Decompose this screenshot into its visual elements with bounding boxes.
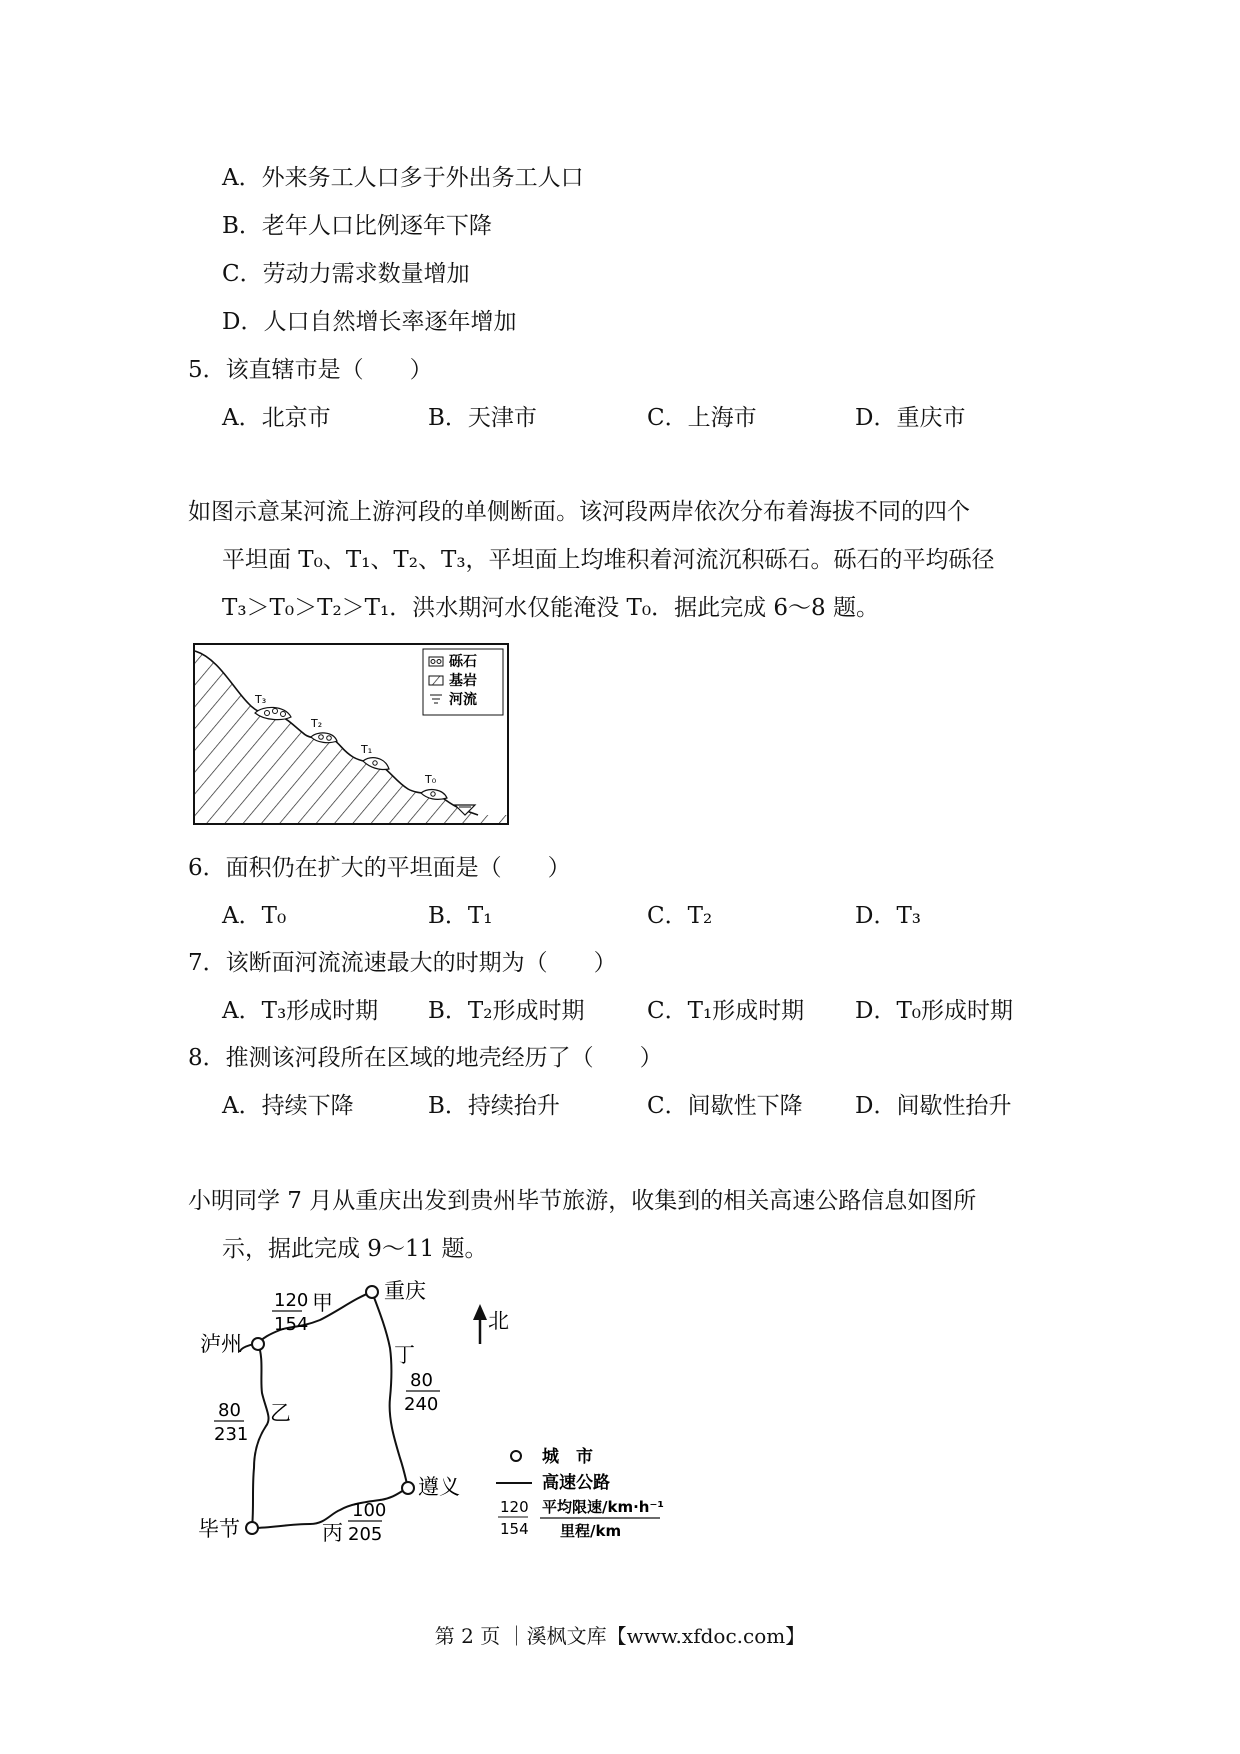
city-luzhou-marker	[252, 1338, 264, 1350]
q4-option-d: D．人口自然增长率逐年增加	[222, 309, 517, 335]
q6-option-a: A．T₀	[222, 903, 287, 929]
road-label-bing: 丙	[322, 1521, 343, 1545]
legend-gravel: 砾石	[449, 654, 477, 670]
road-jia-speed: 120	[274, 1290, 309, 1311]
north-arrow-icon	[473, 1304, 487, 1344]
legend-fraction-bottom: 154	[500, 1520, 529, 1538]
q5-option-a: A．北京市	[222, 405, 331, 431]
q6-option-c: C．T₂	[647, 903, 713, 929]
q8-option-d: D．间歇性抬升	[855, 1093, 1012, 1119]
q8-option-b: B．持续抬升	[428, 1093, 560, 1119]
legend-bedrock: 基岩	[449, 673, 477, 689]
figure1-legend	[423, 649, 503, 715]
road-ding-distance: 240	[404, 1394, 439, 1415]
legend-distance-label: 里程/km	[560, 1522, 622, 1540]
city-zunyi: 遵义	[418, 1475, 460, 1499]
q6-option-b: B．T₁	[428, 903, 493, 929]
passage3-line2: 示，据此完成 9～11 题。	[222, 1236, 488, 1262]
q5-option-d: D．重庆市	[855, 405, 966, 431]
q8-option-a: A．持续下降	[222, 1093, 354, 1119]
road-label-ding: 丁	[394, 1343, 415, 1367]
q7-option-d: D．T₀形成时期	[855, 998, 1014, 1024]
page-footer: 第 2 页 ｜溪枫文库【www.xfdoc.com】	[434, 1624, 806, 1648]
map-legend	[496, 1446, 664, 1540]
city-chongqing: 重庆	[384, 1279, 426, 1303]
passage2-line3: T₃＞T₀＞T₂＞T₁．洪水期河水仅能淹没 T₀．据此完成 6～8 题。	[222, 595, 880, 621]
q6-option-d: D．T₃	[855, 903, 922, 929]
road-ding	[372, 1292, 408, 1488]
q8-option-c: C．间歇性下降	[647, 1093, 803, 1119]
city-bijie-marker	[246, 1522, 258, 1534]
legend-river: 河流	[449, 692, 477, 708]
road-yi	[252, 1344, 269, 1528]
passage3-line1: 小明同学 7 月从重庆出发到贵州毕节旅游，收集到的相关高速公路信息如图所	[188, 1188, 977, 1214]
q7-option-c: C．T₁形成时期	[647, 998, 805, 1024]
legend-city: 城 市	[542, 1447, 593, 1467]
highway-map-figure	[190, 1278, 690, 1572]
legend-city-icon	[511, 1451, 521, 1461]
terrace-label-t3: T₃	[255, 693, 267, 706]
q5-option-c: C．上海市	[647, 405, 757, 431]
q7-stem: 7．该断面河流流速最大的时期为（ ）	[188, 950, 617, 976]
road-bing-distance: 205	[348, 1524, 383, 1545]
q7-option-b: B．T₂形成时期	[428, 998, 585, 1024]
north-label: 北	[488, 1309, 509, 1333]
city-luzhou: 泸州	[200, 1332, 242, 1356]
q7-option-a: A．T₃形成时期	[222, 998, 379, 1024]
bedrock-legend-icon	[429, 676, 443, 685]
passage2-line2: 平坦面 T₀、T₁、T₂、T₃，平坦面上均堆积着河流沉积砾石。砾石的平均砾径	[222, 547, 995, 573]
q6-stem: 6．面积仍在扩大的平坦面是（ ）	[188, 855, 571, 881]
road-ding-speed: 80	[410, 1370, 433, 1391]
q4-option-c: C．劳动力需求数量增加	[222, 261, 470, 287]
terrace-cross-section-figure	[193, 643, 509, 829]
q8-stem: 8．推测该河段所在区域的地壳经历了（ ）	[188, 1045, 663, 1071]
road-jia-distance: 154	[274, 1314, 309, 1335]
q5-stem: 5．该直辖市是（ ）	[188, 357, 433, 383]
city-bijie: 毕节	[198, 1517, 240, 1541]
road-label-yi: 乙	[270, 1401, 291, 1425]
q5-option-b: B．天津市	[428, 405, 537, 431]
legend-fraction-top: 120	[500, 1498, 529, 1516]
terrace-label-t0: T₀	[425, 773, 437, 786]
q4-option-b: B．老年人口比例逐年下降	[222, 213, 492, 239]
legend-speed-label: 平均限速/km·h⁻¹	[542, 1498, 664, 1516]
passage2-line1: 如图示意某河流上游河段的单侧断面。该河段两岸依次分布着海拔不同的四个	[188, 499, 970, 525]
city-zunyi-marker	[402, 1482, 414, 1494]
city-chongqing-marker	[366, 1286, 378, 1298]
road-yi-distance: 231	[214, 1424, 249, 1445]
q4-option-a: A．外来务工人口多于外出务工人口	[222, 165, 584, 191]
legend-highway: 高速公路	[542, 1473, 610, 1493]
terrace-label-t2: T₂	[311, 717, 323, 730]
road-label-jia: 甲	[312, 1291, 333, 1315]
road-bing-speed: 100	[352, 1500, 387, 1521]
terrace-label-t1: T₁	[361, 743, 373, 756]
road-yi-speed: 80	[218, 1400, 241, 1421]
